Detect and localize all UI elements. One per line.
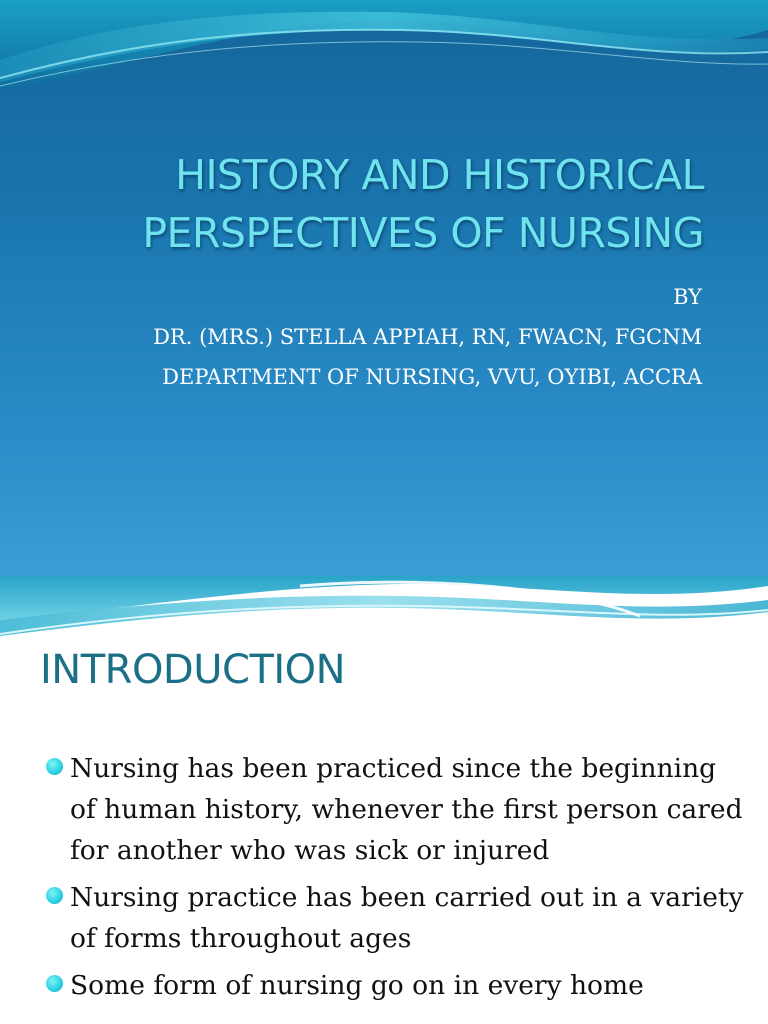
circle-bullet-icon — [46, 758, 63, 775]
list-item — [46, 877, 746, 959]
subtitle-by: BY — [673, 285, 702, 309]
content-slide — [0, 576, 768, 1024]
wave-decoration — [0, 576, 768, 646]
title-line: HISTORY AND HISTORICAL — [175, 151, 704, 199]
list-item — [46, 748, 746, 871]
circle-bullet-icon — [46, 975, 63, 992]
slide-subtitle — [153, 277, 702, 397]
slide-heading: INTRODUCTION — [40, 647, 346, 693]
slide-title — [60, 146, 704, 262]
bullet-text: Nursing practice has been carried out in a variety of forms throughout ages — [70, 882, 744, 954]
title-line: PERSPECTIVES OF NURSING — [142, 209, 704, 257]
subtitle-author: DR. (MRS.) STELLA APPIAH, RN, FWACN, FGCNM — [153, 325, 702, 349]
bullet-text: Nursing has been practiced since the beginning of human history, whenever the first person cared for another who was sick or injured — [70, 753, 743, 866]
circle-bullet-icon — [46, 887, 63, 904]
wave-decoration — [0, 0, 768, 130]
list-item — [46, 965, 746, 1006]
bullet-list — [46, 748, 746, 1012]
bullet-text: Some form of nursing go on in every home — [70, 970, 644, 1001]
subtitle-department: DEPARTMENT OF NURSING, VVU, OYIBI, ACCRA — [162, 365, 702, 389]
